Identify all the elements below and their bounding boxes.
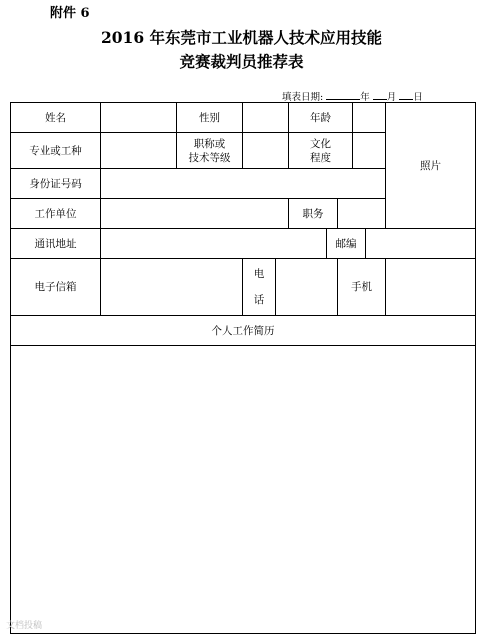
- title-label-line1: 职称或: [193, 137, 226, 150]
- watermark-text: 文档投稿: [6, 621, 43, 631]
- education-field[interactable]: [353, 133, 386, 169]
- profession-field[interactable]: [101, 133, 177, 169]
- phone-field[interactable]: [276, 259, 338, 316]
- title-label-line2: 技术等级: [188, 151, 231, 164]
- address-field[interactable]: [101, 229, 327, 259]
- month-label: 月: [386, 92, 397, 103]
- postcode-label: 邮编: [327, 229, 366, 259]
- position-field[interactable]: [338, 199, 386, 229]
- title-field[interactable]: [243, 133, 289, 169]
- name-label: 姓名: [11, 103, 101, 133]
- mobile-field[interactable]: [386, 259, 476, 316]
- year-label: 年: [360, 92, 370, 103]
- form-title-line2: 竞赛裁判员推荐表: [179, 52, 304, 71]
- id-number-label: 身份证号码: [11, 169, 101, 199]
- fill-date-label: 填表日期:: [282, 92, 324, 103]
- year-blank[interactable]: [326, 90, 360, 100]
- day-blank[interactable]: [399, 90, 413, 100]
- phone-label: [243, 259, 276, 316]
- resume-field[interactable]: [11, 346, 476, 634]
- position-label: 职务: [289, 199, 338, 229]
- resume-header: 个人工作简历: [11, 316, 476, 346]
- profession-label: 专业或工种: [11, 133, 101, 169]
- work-unit-field[interactable]: [101, 199, 289, 229]
- phone-label-char1: 电: [253, 268, 265, 280]
- photo-box[interactable]: 照片: [386, 103, 476, 229]
- postcode-field[interactable]: [366, 229, 476, 259]
- mobile-label: 手机: [338, 259, 386, 316]
- fill-date: [282, 89, 423, 103]
- recommendation-form-table: [10, 102, 476, 634]
- work-unit-label: 工作单位: [11, 199, 101, 229]
- title-label: [177, 133, 243, 169]
- form-title-line1: 2016 年东莞市工业机器人技术应用技能: [100, 28, 383, 47]
- education-label-line2: 程度: [310, 151, 332, 164]
- name-field[interactable]: [101, 103, 177, 133]
- id-number-field[interactable]: [101, 169, 386, 199]
- age-label: 年龄: [289, 103, 353, 133]
- attachment-label: 附件 6: [50, 6, 90, 21]
- address-label: 通讯地址: [11, 229, 101, 259]
- month-blank[interactable]: [373, 90, 387, 100]
- gender-field[interactable]: [243, 103, 289, 133]
- day-label: 日: [413, 92, 423, 103]
- email-field[interactable]: [101, 259, 243, 316]
- phone-label-char2: 话: [253, 294, 265, 306]
- age-field[interactable]: [353, 103, 386, 133]
- education-label-line1: 文化: [310, 137, 332, 150]
- education-label: [289, 133, 353, 169]
- email-label: 电子信箱: [11, 259, 101, 316]
- gender-label: 性别: [177, 103, 243, 133]
